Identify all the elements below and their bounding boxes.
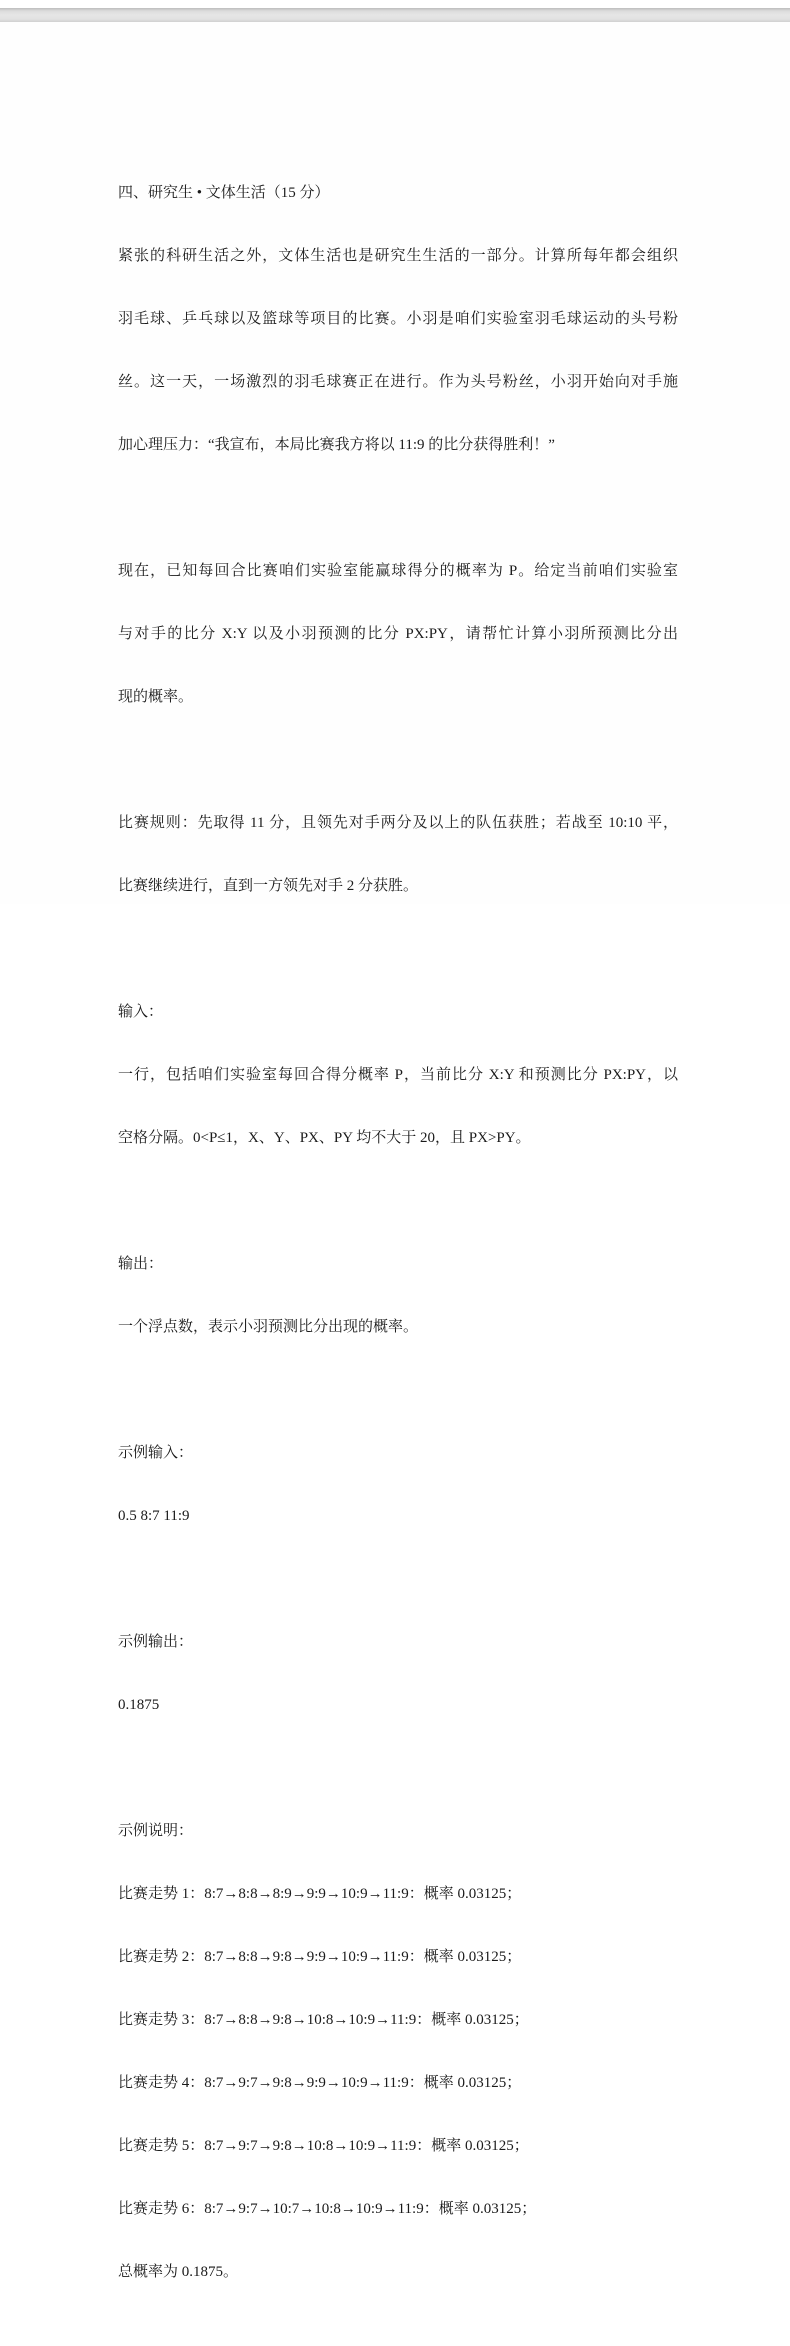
rules-line: 比赛继续进行，直到一方领先对手 2 分获胜。 <box>118 878 419 894</box>
problem-content <box>118 141 678 2346</box>
sample-input-heading: 示例输入： <box>118 1445 194 1461</box>
sample-output-section <box>118 1590 678 1758</box>
task-line: 与对手的比分 X:Y 以及小羽预测的比分 PX:PY，请帮忙计算小羽所预测比分出 <box>118 626 678 642</box>
output-line: 一个浮点数，表示小羽预测比分出现的概率。 <box>118 1319 419 1335</box>
match-trend-line: 比赛走势 4：8:7→9:7→9:8→9:9→10:9→11:9：概率 0.03125； <box>118 2075 522 2091</box>
section-title: 四、研究生 • 文体生活（15 分） <box>118 185 330 201</box>
document-page <box>0 22 790 2280</box>
output-section <box>118 1212 678 1380</box>
sample-input-section <box>118 1401 678 1569</box>
intro-line: 加心理压力：“我宣布，本局比赛我方将以 11:9 的比分获得胜利！” <box>118 437 555 453</box>
input-line: 空格分隔。0<P≤1，X、Y、PX、PY 均不大于 20，且 PX>PY。 <box>118 1130 531 1146</box>
match-trend-line: 比赛走势 1：8:7→8:8→8:9→9:9→10:9→11:9：概率 0.03125； <box>118 1886 522 1902</box>
sample-output-value: 0.1875 <box>118 1697 160 1713</box>
sample-explanation-section <box>118 1779 678 2325</box>
total-probability-line: 总概率为 0.1875。 <box>118 2264 239 2280</box>
rules-line: 比赛规则：先取得 11 分，且领先对手两分及以上的队伍获胜；若战至 10:10 平， <box>118 815 678 831</box>
task-line: 现在，已知每回合比赛咱们实验室能赢球得分的概率为 P。给定当前咱们实验室 <box>118 563 678 579</box>
input-line: 一行，包括咱们实验室每回合得分概率 P，当前比分 X:Y 和预测比分 PX:PY，以 <box>118 1067 678 1083</box>
match-trend-line: 比赛走势 3：8:7→8:8→9:8→10:8→10:9→11:9：概率 0.03125； <box>118 2012 529 2028</box>
sample-output-heading: 示例输出： <box>118 1634 194 1650</box>
input-section <box>118 960 678 1191</box>
intro-line: 羽毛球、乒乓球以及篮球等项目的比赛。小羽是咱们实验室羽毛球运动的头号粉 <box>118 311 678 327</box>
input-heading: 输入： <box>118 1004 164 1020</box>
match-trend-line: 比赛走势 2：8:7→8:8→9:8→9:9→10:9→11:9：概率 0.03125； <box>118 1949 522 1965</box>
viewer-top-bar <box>0 8 790 22</box>
match-trend-line: 比赛走势 5：8:7→9:7→9:8→10:8→10:9→11:9：概率 0.03125； <box>118 2138 529 2154</box>
intro-line: 丝。这一天，一场激烈的羽毛球赛正在进行。作为头号粉丝，小羽开始向对手施 <box>118 374 678 390</box>
output-heading: 输出： <box>118 1256 164 1272</box>
intro-line: 紧张的科研生活之外，文体生活也是研究生生活的一部分。计算所每年都会组织 <box>118 248 678 264</box>
sample-explanation-heading: 示例说明： <box>118 1823 194 1839</box>
task-paragraph <box>118 519 678 750</box>
sample-input-value: 0.5 8:7 11:9 <box>118 1508 190 1524</box>
match-trend-line: 比赛走势 6：8:7→9:7→10:7→10:8→10:9→11:9：概率 0.03125； <box>118 2201 537 2217</box>
task-line: 现的概率。 <box>118 689 194 705</box>
rules-paragraph <box>118 771 678 939</box>
problem-header-block <box>118 141 678 498</box>
